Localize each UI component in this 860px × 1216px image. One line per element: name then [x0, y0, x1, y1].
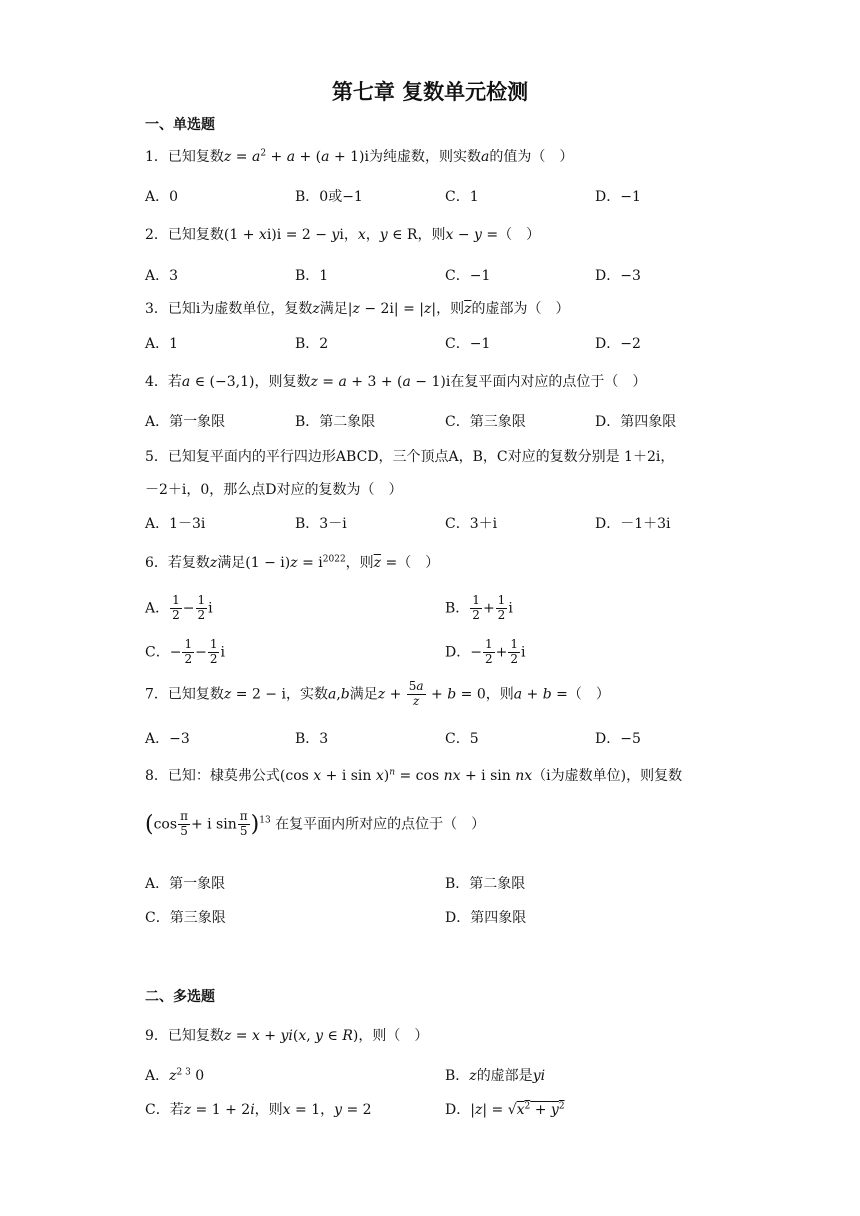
question-9-option-a[interactable]: A．$z^{2 3}$ 0: [145, 1067, 205, 1084]
question-1-option-a[interactable]: A．0: [145, 189, 179, 205]
question-6-option-c[interactable]: C．− $\frac{1}{2}$ − $\frac{1}{2}$ i: [145, 637, 225, 666]
question-2-stem: 2．已知复数(1 + xi)i = 2 − yi，x，y ∈ R，则x − y =（ ）: [145, 227, 541, 243]
question-7-option-a[interactable]: A．−3: [145, 731, 190, 747]
section-heading-single-choice: 一、单选题: [145, 117, 215, 133]
question-8-option-d[interactable]: D．第四象限: [445, 910, 527, 926]
question-2-option-d[interactable]: D．−3: [595, 268, 641, 284]
question-5-option-b[interactable]: B．3－i: [295, 516, 347, 532]
question-8-stem-line-2: (cos $\frac{\pi}{5}$ + i sin $\frac{\pi}{5}$ )$^{13}$ 在复平面内所对应的点位于（ ）: [145, 809, 486, 838]
question-1-option-d[interactable]: D．−1: [595, 189, 641, 205]
question-4-option-b[interactable]: B．第二象限: [295, 414, 376, 430]
question-6-stem: 6．若复数z满足$(1 - i)z = i^{2022}$，则$\overline{z}$ =（ ）: [145, 554, 440, 571]
question-4-stem: 4．若a ∈ (−3,1)，则复数z = a + 3 + (a − 1)i在复平面内对应的点位于（ ）: [145, 374, 647, 390]
question-8-option-c[interactable]: C．第三象限: [145, 910, 226, 926]
question-7-option-c[interactable]: C．5: [445, 731, 479, 747]
question-9-stem: 9．已知复数z = x + yi(x, y ∈ R)，则（ ）: [145, 1028, 429, 1044]
question-8-option-b[interactable]: B．第二象限: [445, 876, 526, 892]
question-6-option-d[interactable]: D．− $\frac{1}{2}$ + $\frac{1}{2}$ i: [445, 637, 526, 666]
section-heading-multiple-choice: 二、多选题: [145, 989, 215, 1005]
question-5-stem-line-2: －2＋i，0，那么点D对应的复数为（ ）: [145, 482, 403, 498]
question-3-option-c[interactable]: C．−1: [445, 336, 491, 352]
question-8-option-a[interactable]: A．第一象限: [145, 876, 226, 892]
question-4-option-c[interactable]: C．第三象限: [445, 414, 526, 430]
page-title: 第七章 复数单元检测: [331, 80, 529, 104]
question-5-option-c[interactable]: C．3＋i: [445, 516, 498, 532]
question-1-stem: 1．已知复数$z = a^2 + a + (a + 1)i$为纯虚数，则实数a的值为（ ）: [145, 148, 574, 165]
question-2-option-b[interactable]: B．1: [295, 268, 329, 284]
question-4-option-a[interactable]: A．第一象限: [145, 414, 226, 430]
question-4-option-d[interactable]: D．第四象限: [595, 414, 677, 430]
question-7-option-b[interactable]: B．3: [295, 731, 329, 747]
question-3-option-d[interactable]: D．−2: [595, 336, 641, 352]
question-1-option-c[interactable]: C．1: [445, 189, 479, 205]
question-6-option-a[interactable]: A． $\frac{1}{2}$ − $\frac{1}{2}$ i: [145, 593, 213, 622]
question-1-option-b[interactable]: B．0或−1: [295, 189, 363, 205]
question-8-stem-line-1: 8．已知：棣莫弗公式(cos x + i sin x)$^n$ = cos nx + i sin nx（i为虚数单位)，则复数: [145, 767, 683, 784]
question-3-option-b[interactable]: B．2: [295, 336, 329, 352]
question-3-stem: 3．已知i为虚数单位，复数z满足|z − 2i| = |z|，则$\overline{z}$的虚部为（ ）: [145, 301, 570, 317]
question-5-option-d[interactable]: D．－1＋3i: [595, 516, 671, 532]
question-9-option-b[interactable]: B．z的虚部是yi: [445, 1068, 546, 1084]
question-3-option-a[interactable]: A．1: [145, 336, 179, 352]
question-9-option-d[interactable]: D．$|z| = √x^2 + y^2$: [445, 1101, 565, 1118]
question-7-option-d[interactable]: D．−5: [595, 731, 641, 747]
question-9-option-c[interactable]: C．若z = 1 + 2i，则x = 1，y = 2: [145, 1102, 372, 1118]
question-7-stem: 7．已知复数z = 2 − i，实数a,b满足z + $\frac{5a}{z}$ + b = 0，则a + b =（ ）: [145, 679, 610, 708]
question-2-option-c[interactable]: C．−1: [445, 268, 491, 284]
question-6-option-b[interactable]: B． $\frac{1}{2}$ + $\frac{1}{2}$ i: [445, 593, 513, 622]
question-2-option-a[interactable]: A．3: [145, 268, 179, 284]
question-5-option-a[interactable]: A．1－3i: [145, 516, 206, 532]
question-5-stem-line-1: 5．已知复平面内的平行四边形ABCD，三个顶点A，B，C对应的复数分别是 1＋2i，: [145, 449, 675, 465]
